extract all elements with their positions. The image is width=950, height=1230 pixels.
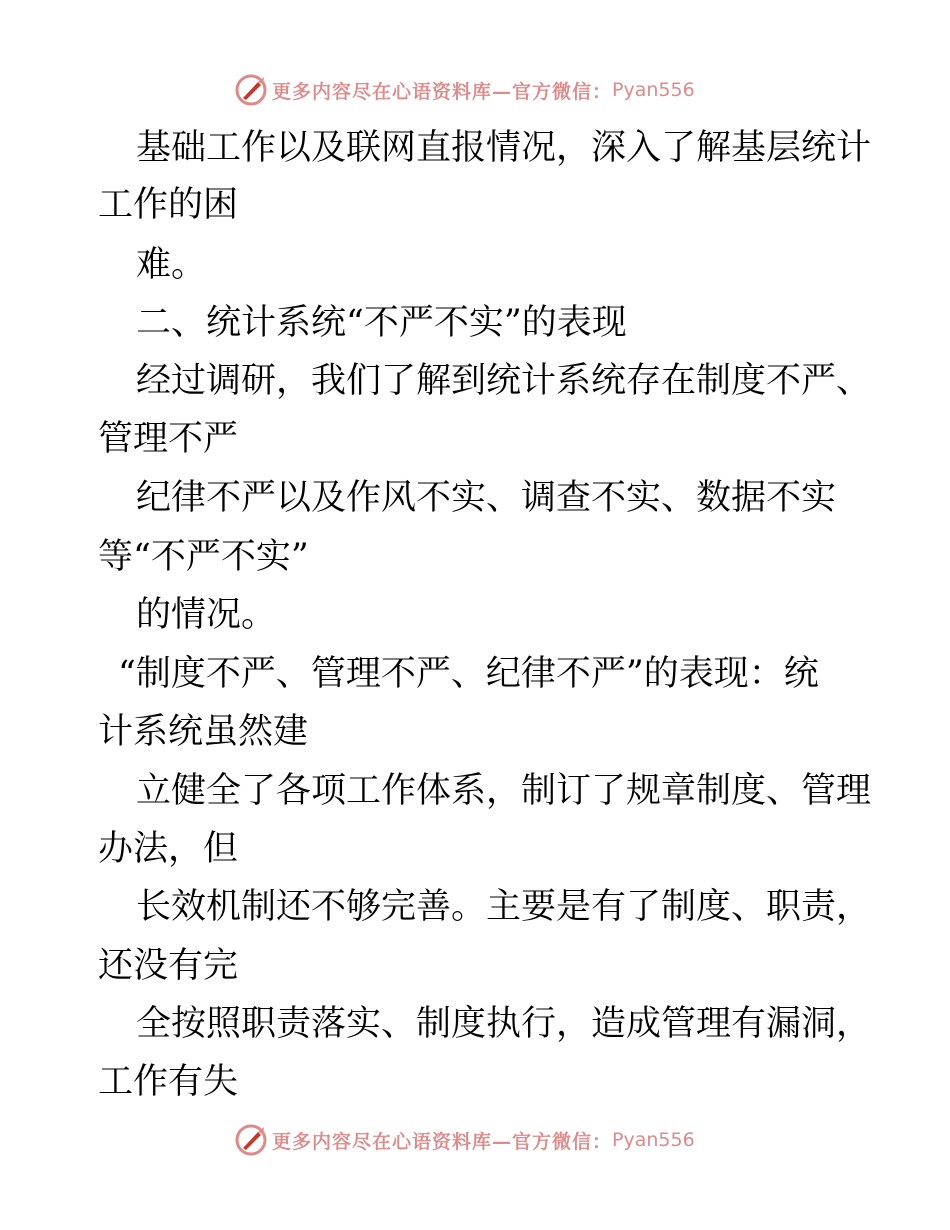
text-line: 计系统虽然建 <box>98 712 309 752</box>
text-line: 等“不严不实” <box>98 537 309 577</box>
watermark-wechat-id: Pyan556 <box>612 79 695 101</box>
text-line: 工作的困 <box>98 185 239 225</box>
text-line: 管理不严 <box>98 419 239 459</box>
quill-logo-icon <box>234 73 268 107</box>
text-line: 办法，但 <box>98 829 239 869</box>
text-line: 基础工作以及联网直报情况，深入了解基层统计 <box>136 128 872 168</box>
section-heading: 二、统计系统“不严不实”的表现 <box>136 303 627 343</box>
watermark-text: 更多内容尽在心语资料库—官方微信： <box>272 80 613 103</box>
text-line: 立健全了各项工作体系，制订了规章制度、管理 <box>136 771 872 811</box>
header-watermark <box>234 72 695 108</box>
text-line: 全按照职责落实、制度执行，造成管理有漏洞， <box>136 1004 872 1044</box>
text-line: 工作有失 <box>98 1062 239 1102</box>
text-line: 难。 <box>136 245 207 285</box>
text-line: 还没有完 <box>98 946 239 986</box>
text-line: “制度不严、管理不严、纪律不严”的表现：统 <box>118 654 819 694</box>
text-line: 经过调研，我们了解到统计系统存在制度不严、 <box>136 361 872 401</box>
text-line: 的情况。 <box>136 595 277 635</box>
quill-logo-icon <box>234 1123 268 1157</box>
watermark-text: 更多内容尽在心语资料库—官方微信： <box>272 1130 613 1153</box>
text-line: 长效机制还不够完善。主要是有了制度、职责， <box>136 887 872 927</box>
text-line: 纪律不严以及作风不实、调查不实、数据不实 <box>136 478 837 518</box>
watermark-wechat-id: Pyan556 <box>612 1129 695 1151</box>
footer-watermark <box>234 1122 695 1158</box>
